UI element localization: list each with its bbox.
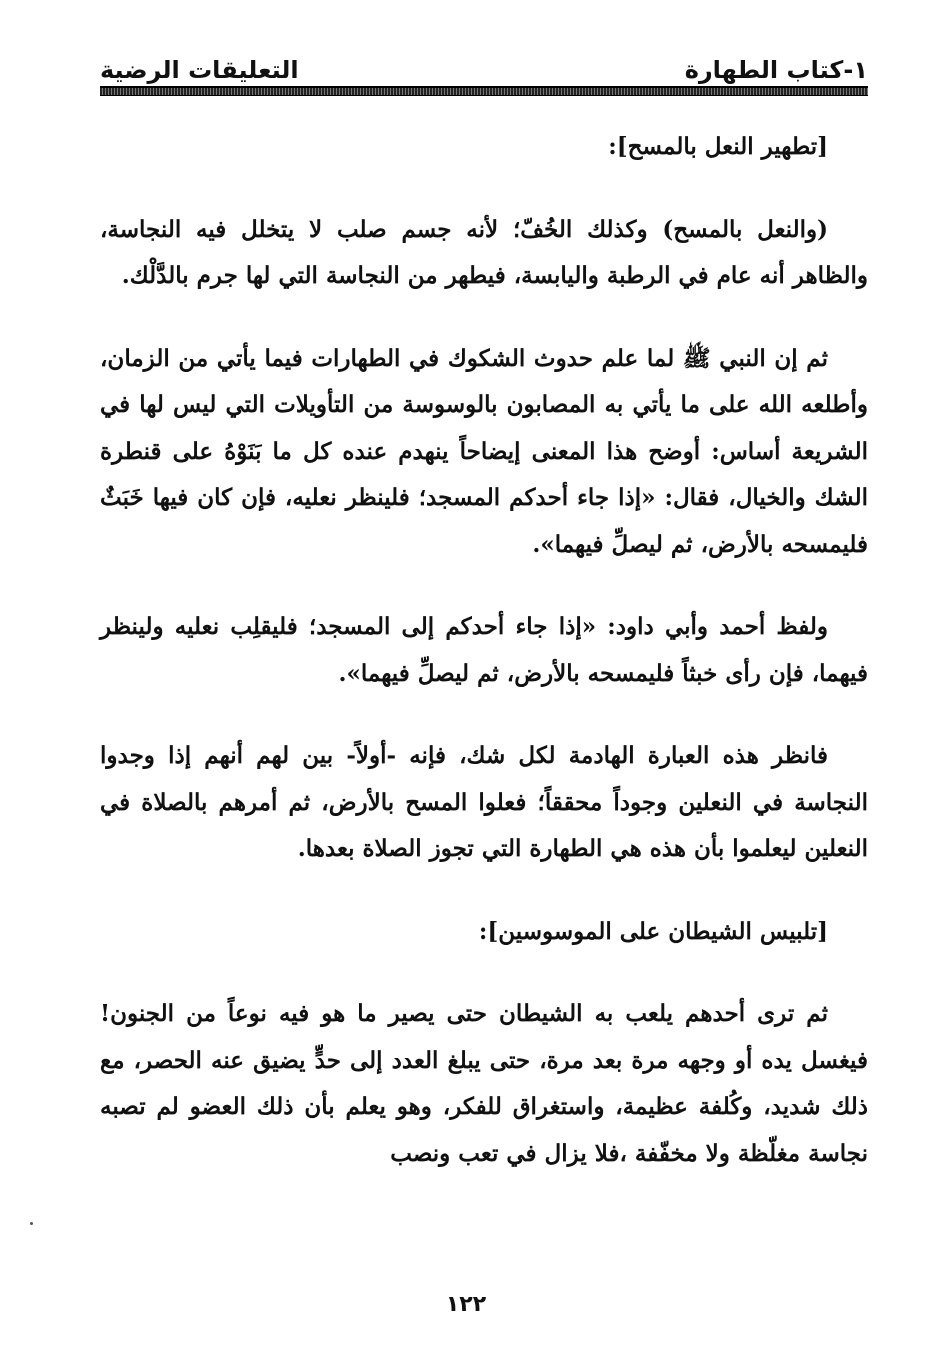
paragraph-5: ثم ترى أحدهم يلعب به الشيطان حتى يصير ما هو فيه نوعاً من الجنون! فيغسل يده أو وجهه مرة بعد مرة، حتى يبلغ العدد إلى حدٍّ يضيق عنه الحصر، مع ذلك شديد، وكُلفة عظيمة، واستغراق للفكر، وهو يعلم بأن ذلك العضو لم تصبه نجاسة مغلّظة ولا مخفّفة ،فلا يزال في تعب ونصب xyxy=(100,1000,868,1167)
section-heading-2: [تلبيس الشيطان على الموسوسين]: xyxy=(478,917,828,945)
paragraph-1: (والنعل بالمسح) وكذلك الخُفّ؛ لأنه جسم صلب لا يتخلل فيه النجاسة، والظاهر أنه عام في الرطبة واليابسة، فيطهر من النجاسة التي لها جرم بالدَّلْك. xyxy=(100,215,868,289)
section-heading-1: [تطهير النعل بالمسح]: xyxy=(608,133,828,160)
running-header xyxy=(100,44,868,84)
paragraph-gap xyxy=(100,171,868,207)
paragraph-gap xyxy=(100,300,868,336)
paragraph-gap xyxy=(100,955,868,991)
paragraph-gap xyxy=(100,568,868,604)
scan-speck xyxy=(30,1222,33,1225)
paragraph-gap xyxy=(100,697,868,733)
paragraph-2: ثم إن النبي ﷺ لما علم حدوث الشكوك في الطهارات فيما يأتي من الزمان، وأطلعه الله على ما يأتي به المصابون بالوسوسة من التأويلات التي ليس لها في الشريعة أساس: أوضح هذا المعنى إيضاحاً ينهدم عنده كل ما بَنَوْهُ على قنطرة الشك والخيال، فقال: «إذا جاء أحدكم المسجد؛ فلينظر نعليه، فإن كان فيها خَبَثٌ فليمسحه بالأرض، ثم ليصلِّ فيهما». xyxy=(100,344,868,558)
book-title: التعليقات الرضية xyxy=(100,56,299,84)
header-rule xyxy=(100,86,868,96)
paragraph-4: فانظر هذه العبارة الهادمة لكل شك، فإنه -أولاً- بين لهم أنهم إذا وجدوا النجاسة في النعلين وجوداً محققاً؛ فعلوا المسح بالأرض، ثم أمرهم بالصلاة في النعلين ليعلموا بأن هذه هي الطهارة التي تجوز الصلاة بعدها. xyxy=(100,742,868,862)
paragraph-3: ولفظ أحمد وأبي داود: «إذا جاء أحدكم إلى المسجد؛ فليقلِب نعليه ولينظر فيهما، فإن رأى خبثاً فليمسحه بالأرض، ثم ليصلِّ فيهما». xyxy=(100,613,868,687)
paragraph-gap xyxy=(100,873,868,909)
chapter-title: ١-كتاب الطهارة xyxy=(684,56,868,84)
page-number: ١٢٢ xyxy=(445,1292,487,1317)
body-text xyxy=(100,124,868,1177)
